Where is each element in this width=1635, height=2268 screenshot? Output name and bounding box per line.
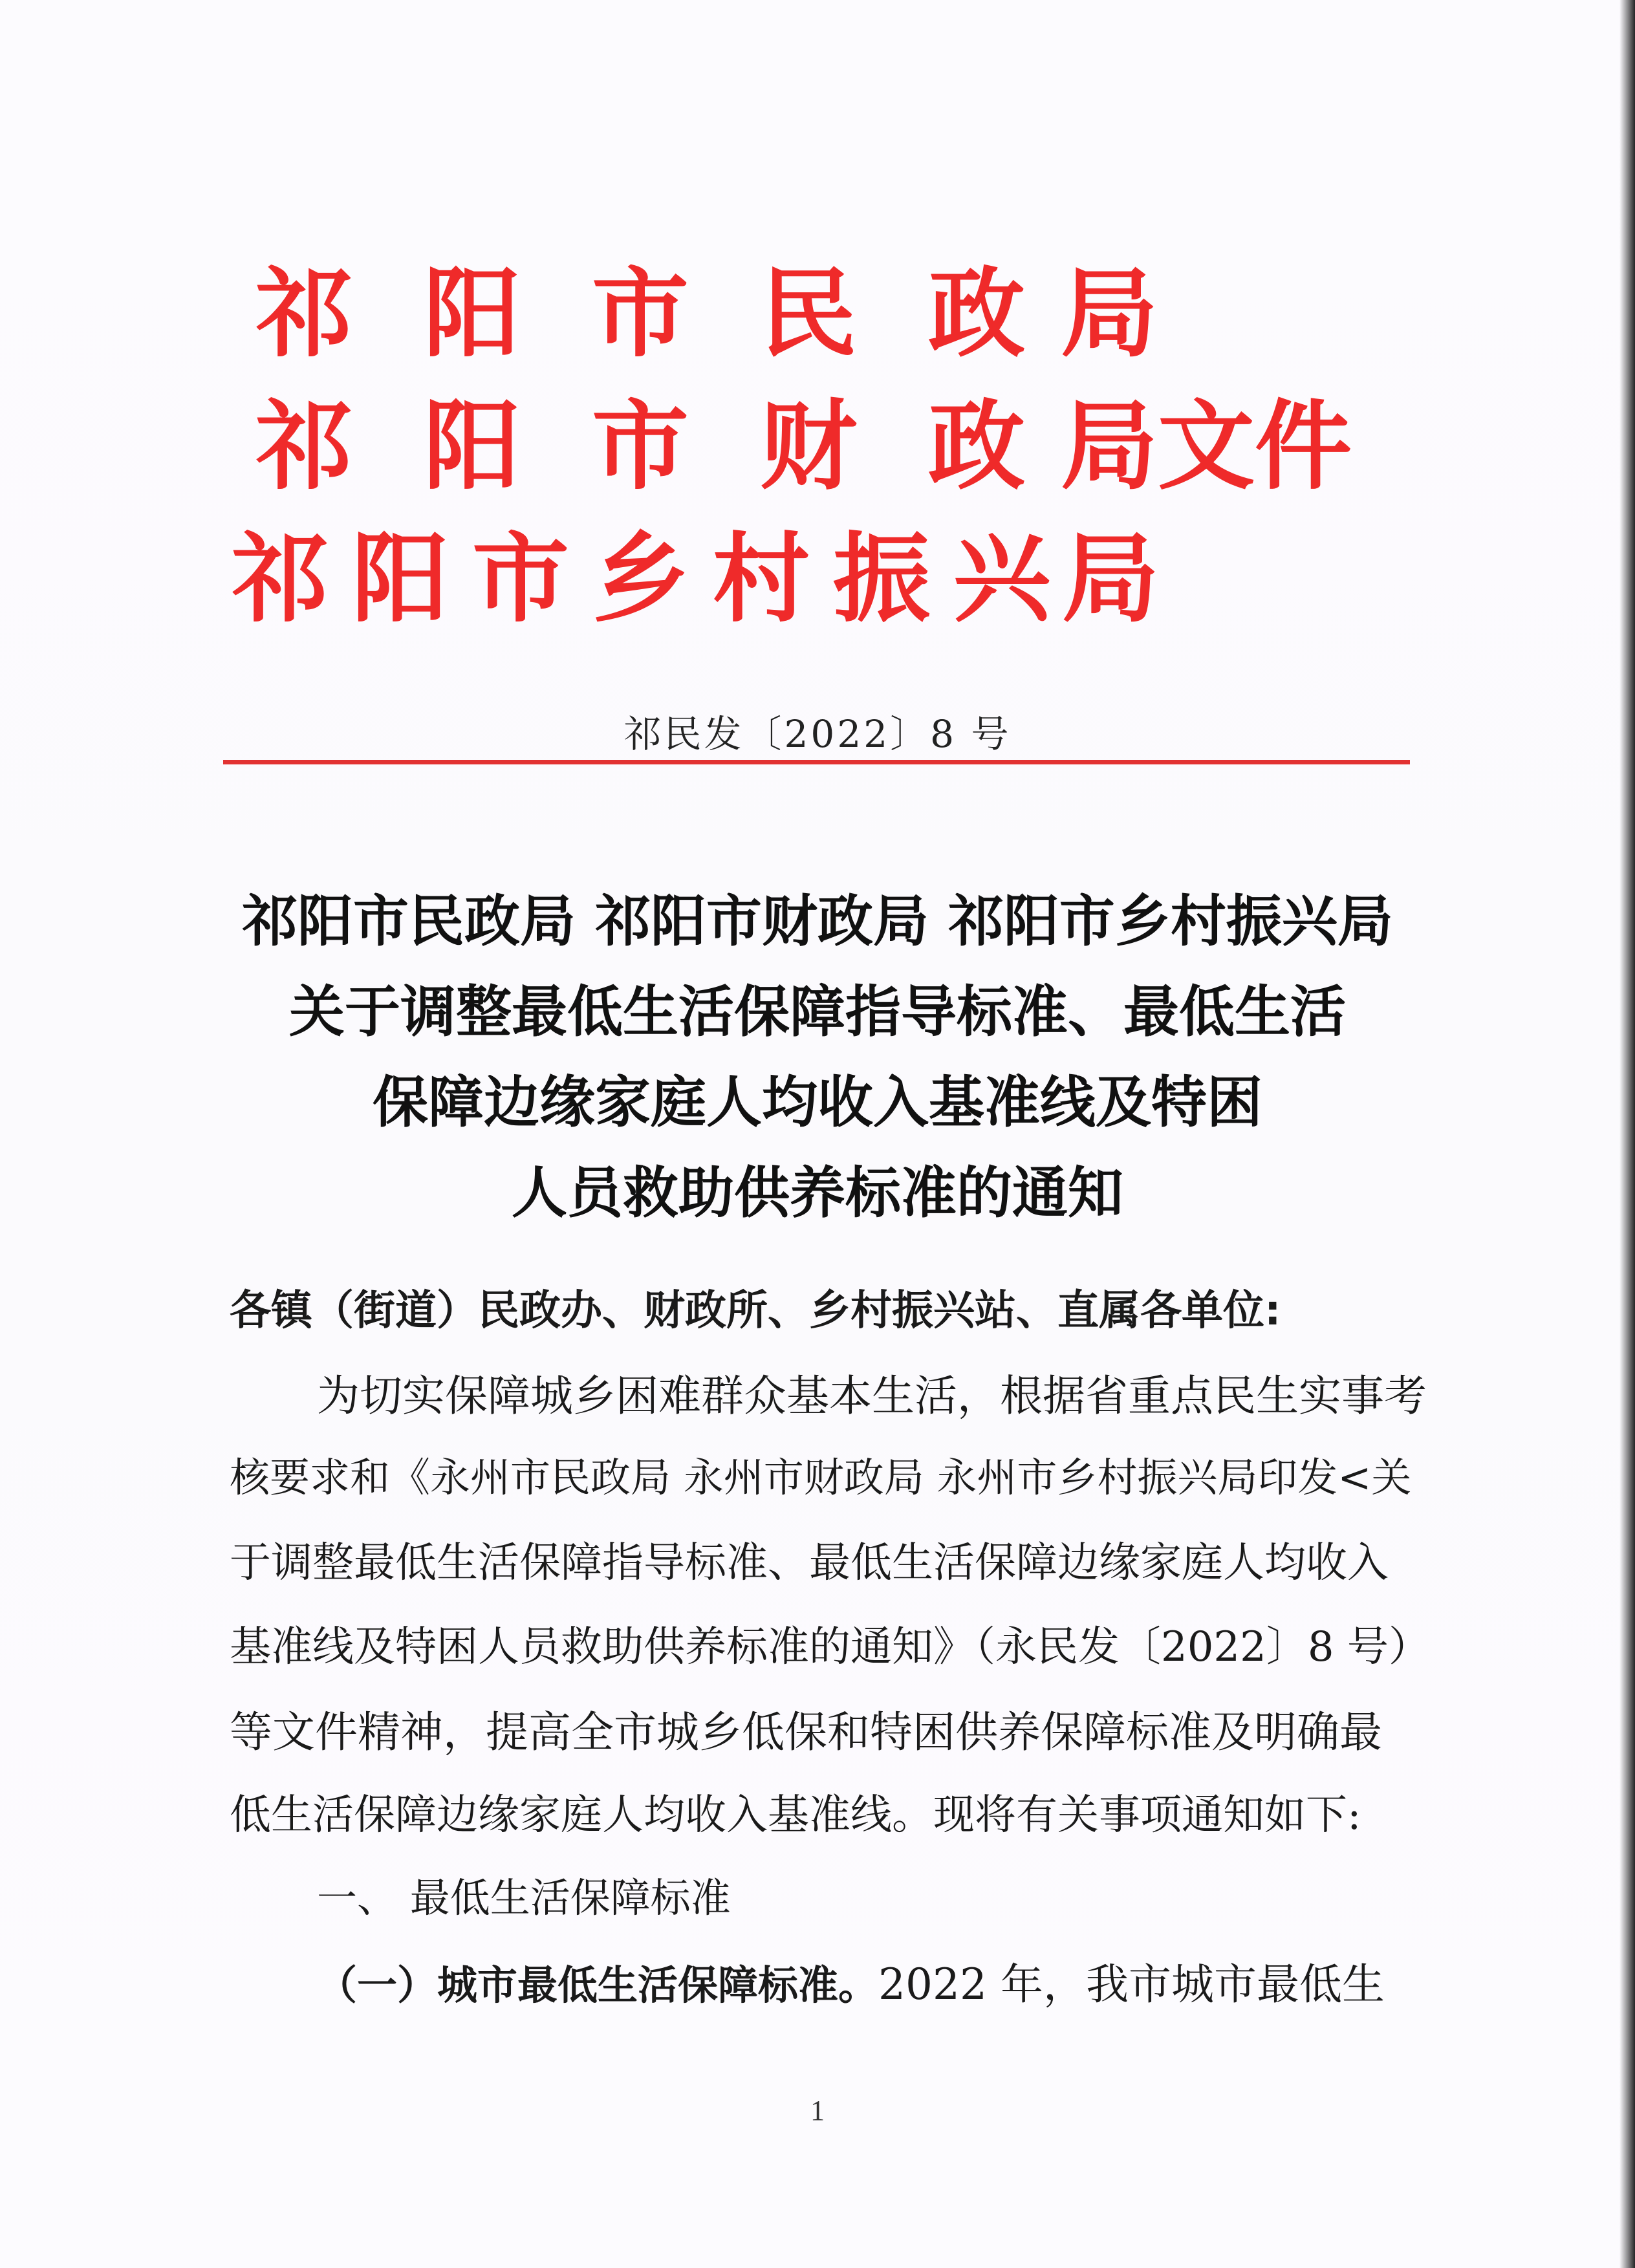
- header-line-2: [220, 389, 1352, 503]
- header-char: 兴: [953, 522, 1050, 636]
- document-number: 祁民发〔2022〕8 号: [623, 712, 1012, 756]
- notice-title-line-1: 祁阳市民政局 祁阳市财政局 祁阳市乡村振兴局: [242, 889, 1393, 954]
- notice-title-line-2: 关于调整最低生活保障指导标准、最低生活: [289, 980, 1346, 1044]
- addressee: 各镇（街道）民政办、财政所、乡村振兴站、直属各单位:: [230, 1287, 1281, 1335]
- header-char: 局: [1061, 389, 1158, 503]
- header-char: 民: [759, 257, 857, 371]
- header-char: 祁: [255, 389, 352, 503]
- header-char: 阳: [423, 257, 521, 371]
- section-heading: 一、 最低生活保障标准: [317, 1874, 731, 1921]
- header-char: 政: [927, 389, 1025, 503]
- scan-edge-shadow: [1619, 0, 1635, 2268]
- header-char: 局: [1062, 522, 1160, 636]
- subsection-text: 2022 年，我市城市最低生: [878, 1960, 1385, 2009]
- header-char: 祁: [255, 257, 352, 371]
- header-char: 财: [759, 389, 857, 503]
- notice-title-line-4: 人员救助供养标准的通知: [512, 1161, 1123, 1226]
- body-line: 核要求和《永州市民政局 永州市财政局 永州市乡村振兴局印发<关: [230, 1454, 1412, 1501]
- header-char: 祁: [231, 522, 329, 636]
- body-line: 为切实保障城乡困难群众基本生活，根据省重点民生实事考: [317, 1371, 1427, 1421]
- body-line: 等文件精神，提高全市城乡低保和特困供养保障标准及明确最: [230, 1707, 1382, 1757]
- header-char: 阳: [351, 522, 449, 636]
- header-char: 局: [1061, 257, 1158, 371]
- red-divider-line: [223, 760, 1410, 764]
- header-char: 市: [471, 522, 569, 636]
- header-line-3: [220, 522, 1160, 636]
- page-number: 1: [810, 2095, 825, 2126]
- notice-title-line-3: 保障边缘家庭人均收入基准线及特困: [373, 1070, 1262, 1135]
- body-line: 于调整最低生活保障指导标准、最低生活保障边缘家庭人均收入: [230, 1539, 1389, 1587]
- body-line: 基准线及特困人员救助供养标准的通知》（永民发〔2022〕8 号）: [230, 1623, 1430, 1671]
- header-char: 乡: [592, 522, 689, 636]
- subsection-line: [317, 1950, 1385, 2011]
- header-char: 政: [927, 257, 1025, 371]
- header-suffix: 文件: [1158, 389, 1352, 503]
- header-char: 阳: [423, 389, 521, 503]
- header-char: 市: [591, 389, 689, 503]
- header-line-1: [220, 257, 1158, 371]
- subsection-heading: （一）城市最低生活保障标准。: [317, 1961, 879, 2009]
- body-line: 低生活保障边缘家庭人均收入基准线。现将有关事项通知如下:: [230, 1791, 1361, 1839]
- header-char: 市: [591, 257, 689, 371]
- header-char: 振: [832, 522, 930, 636]
- header-char: 村: [712, 522, 810, 636]
